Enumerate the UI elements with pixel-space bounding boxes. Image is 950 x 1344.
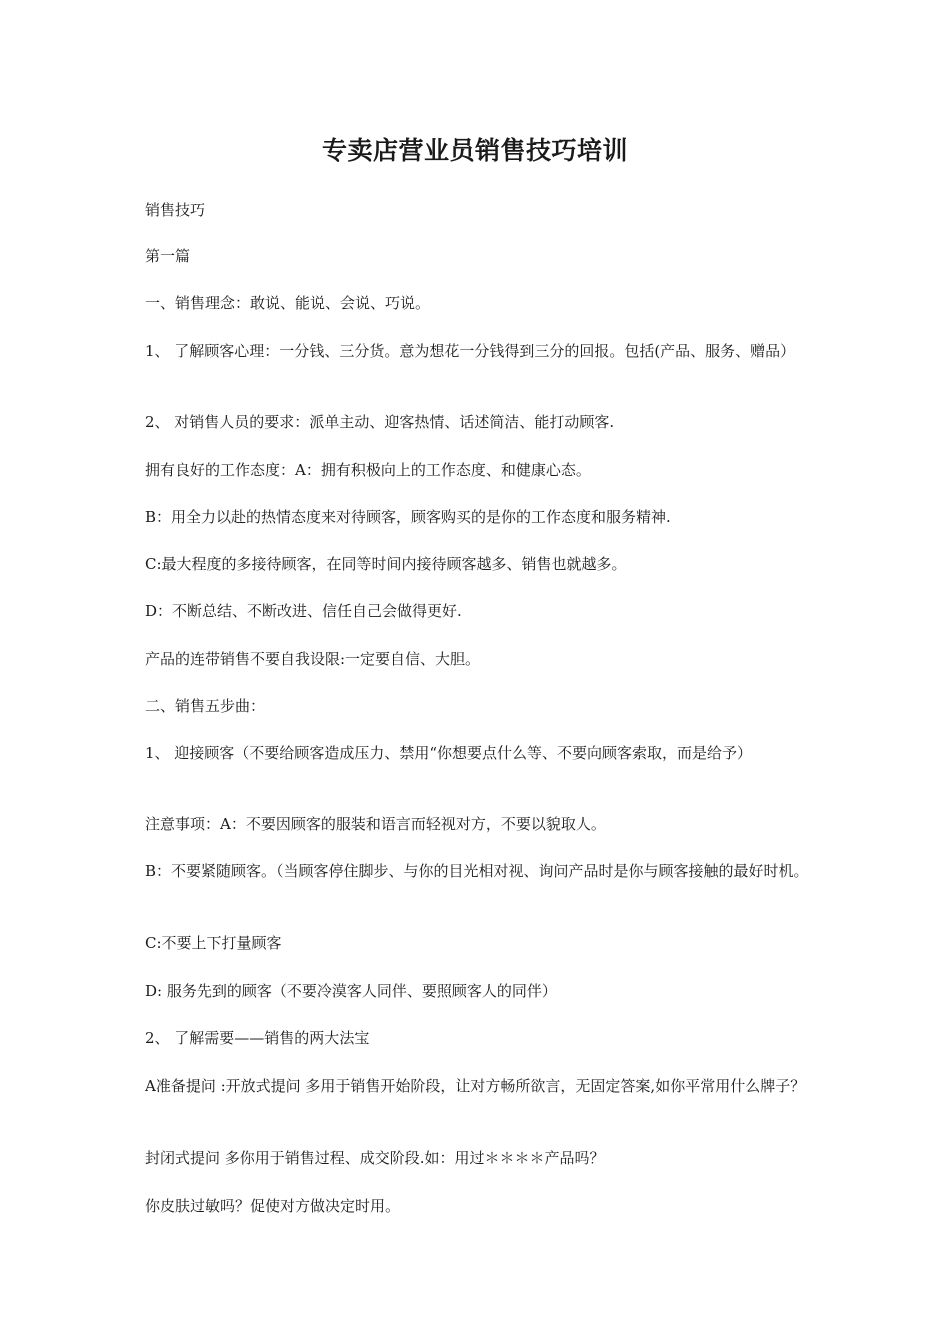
- paragraph: 2、 了解需要——销售的两大法宝: [145, 1029, 370, 1047]
- paragraph: 第一篇: [145, 247, 191, 265]
- document-title: 专卖店营业员销售技巧培训: [321, 136, 628, 165]
- paragraph: 你皮肤过敏吗？促使对方做决定时用。: [145, 1197, 401, 1215]
- paragraph: 封闭式提问 多你用于销售过程、成交阶段.如：用过＊＊＊＊产品吗？: [145, 1149, 605, 1167]
- paragraph: 二、销售五步曲：: [145, 697, 266, 715]
- paragraph: 一、销售理念：敢说、能说、会说、巧说。: [145, 294, 431, 312]
- paragraph: B：用全力以赴的热情态度来对待顾客，顾客购买的是你的工作态度和服务精神.: [145, 508, 671, 526]
- paragraph: 1、 迎接顾客（不要给顾客造成压力、禁用“你想要点什么等、不要向顾客索取，而是给予）: [145, 744, 752, 762]
- paragraph: A准备提问 :开放式提问 多用于销售开始阶段，让对方畅所欲言，无固定答案,如你平常用什么牌子？: [145, 1077, 806, 1095]
- paragraph: D: 服务先到的顾客（不要冷漠客人同伴、要照顾客人的同伴）: [145, 982, 557, 1000]
- paragraph: C:最大程度的多接待顾客，在同等时间内接待顾客越多、销售也就越多。: [145, 555, 627, 573]
- paragraph: C:不要上下打量顾客: [145, 934, 282, 952]
- paragraph: 2、 对销售人员的要求：派单主动、迎客热情、话述简洁、能打动顾客.: [145, 413, 615, 431]
- paragraph: 注意事项：A：不要因顾客的服装和语言而轻视对方，不要以貌取人。: [145, 815, 606, 833]
- paragraph: 产品的连带销售不要自我设限:一定要自信、大胆。: [145, 650, 481, 668]
- paragraph: 1、 了解顾客心理：一分钱、三分货。意为想花一分钱得到三分的回报。包括(产品、服务、赠品）: [145, 342, 796, 360]
- paragraph: D：不断总结、不断改进、信任自己会做得更好.: [145, 602, 462, 620]
- paragraph: 拥有良好的工作态度：A：拥有积极向上的工作态度、和健康心态。: [145, 461, 591, 479]
- paragraph: 销售技巧: [145, 201, 206, 219]
- paragraph: B：不要紧随顾客。（当顾客停住脚步、与你的目光相对视、询问产品时是你与顾客接触的最好时机。: [145, 862, 809, 880]
